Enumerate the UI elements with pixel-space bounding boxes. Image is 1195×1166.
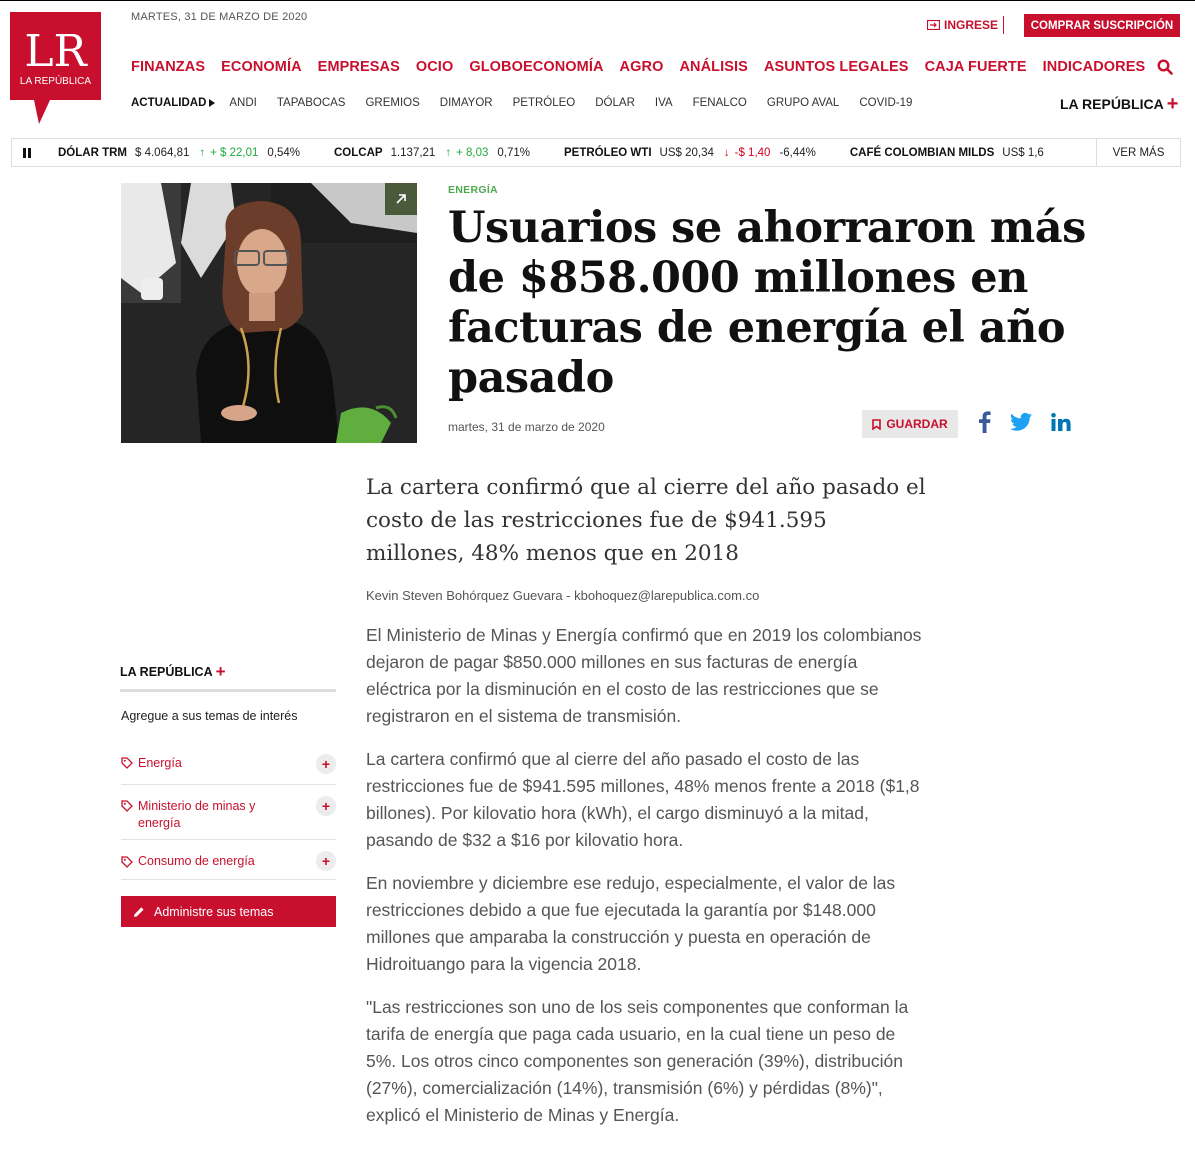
nav-item-asuntos-legales[interactable]: ASUNTOS LEGALES <box>763 59 909 75</box>
nav-item-finanzas[interactable]: FINANZAS <box>131 59 206 75</box>
manage-topics-button[interactable] <box>121 896 336 927</box>
ticker-name: COLCAP <box>334 146 383 159</box>
ticker-change: + $ 22,01 <box>210 146 259 159</box>
sub-nav-item[interactable]: FENALCO <box>692 97 747 109</box>
pause-icon-bar <box>28 148 31 158</box>
subscribe-button[interactable]: COMPRAR SUSCRIPCIÓN <box>1024 14 1180 37</box>
sub-nav-item[interactable]: PETRÓLEO <box>512 97 576 109</box>
ticker-name: CAFÉ COLOMBIAN MILDS <box>849 146 995 159</box>
add-topic-button[interactable]: + <box>316 754 336 774</box>
login-label: INGRESE <box>944 18 999 32</box>
article-paragraph: En noviembre y diciembre ese redujo, especialmente, el valor de las restricciones debido a que fue ejecutada la garantía por $148.000 millones que amparaba la construcción y puesta en operación de Hidroituango para la vigencia 2018. <box>366 873 896 974</box>
arrow-up-icon: ↑ <box>199 146 206 159</box>
article-byline: Kevin Steven Bohórquez Guevara - kbohoquez@larepublica.com.co <box>366 588 760 603</box>
topic-label: Consumo de energía <box>138 854 255 868</box>
nav-item-agro[interactable]: AGRO <box>619 59 664 75</box>
plus-icon: + <box>215 662 226 681</box>
linkedin-icon[interactable] <box>1051 413 1071 431</box>
ticker-value: US$ 20,34 <box>659 146 714 159</box>
ticker-value: US$ 1,6 <box>1002 146 1044 159</box>
nav-item-ocio[interactable]: OCIO <box>415 59 454 75</box>
ticker-percent: -6,44% <box>779 146 816 159</box>
main-nav <box>131 59 1161 75</box>
nav-item-empresas[interactable]: EMPRESAS <box>317 59 400 75</box>
article-paragraph: La cartera confirmó que al cierre del año pasado el costo de las restricciones fue de $941.595 millones, 48% menos frente a 2018 ($1,8 billones). Por kilovatio hora (kWh), el cargo disminuyó a la mitad, pasando de $32 a $16 por kilovatio hora. <box>366 749 920 850</box>
topic-label: Ministerio de minas y energía <box>138 799 256 830</box>
sidebar-subtitle: Agregue a sus temas de interés <box>121 709 298 723</box>
logo-subtitle: LA REPÚBLICA <box>19 76 92 87</box>
la-republica-logo[interactable] <box>10 12 101 124</box>
twitter-icon[interactable] <box>1010 411 1032 433</box>
nav-item-economia[interactable]: ECONOMÍA <box>221 59 302 75</box>
ticker-item[interactable] <box>564 147 816 159</box>
topic-label: Energía <box>138 756 182 770</box>
sub-nav-item[interactable]: DÓLAR <box>595 97 635 109</box>
save-label: GUARDAR <box>886 417 948 431</box>
save-button[interactable] <box>862 410 958 438</box>
tag-icon <box>121 800 133 812</box>
facebook-icon[interactable] <box>977 411 991 433</box>
tag-icon <box>121 856 133 868</box>
nav-item-analisis[interactable]: ANÁLISIS <box>679 59 748 75</box>
ticker-value: 1.137,21 <box>390 146 436 159</box>
article-lead: La cartera confirmó que al cierre del año pasado el costo de las restricciones fue de $941.595 millones, 48% menos que en 2018 <box>366 475 926 566</box>
topic-item-energia[interactable] <box>121 745 336 785</box>
logo-letters: LR <box>24 26 87 77</box>
ticker-change: + 8,03 <box>456 146 489 159</box>
sub-nav-item[interactable]: GRUPO AVAL <box>766 97 840 109</box>
expand-image-button[interactable] <box>385 183 417 215</box>
ticker-name: DÓLAR TRM <box>58 146 127 159</box>
market-ticker <box>11 138 1181 167</box>
arrow-down-icon: ↓ <box>723 146 730 159</box>
arrow-up-icon: ↑ <box>445 146 452 159</box>
pause-button[interactable] <box>12 139 42 166</box>
header-date: MARTES, 31 DE MARZO DE 2020 <box>131 11 308 23</box>
ticker-percent: 0,71% <box>497 146 530 159</box>
topic-item-consumo[interactable] <box>121 840 336 880</box>
sub-nav-item[interactable]: DIMAYOR <box>439 97 493 109</box>
article-headline: Usuarios se ahorraron más de $858.000 millones en facturas de energía el año pasado <box>448 203 1086 403</box>
tag-icon <box>121 757 133 769</box>
article-paragraph: El Ministerio de Minas y Energía confirmó que en 2019 los colombianos dejaron de pagar $850.000 millones en sus facturas de energía eléctrica por la disminución en el costo de las restricciones que se registraron en el sistema de transmisión. <box>366 625 922 726</box>
topic-item-ministerio[interactable] <box>121 785 336 840</box>
sidebar-divider <box>120 689 336 692</box>
sub-nav-item[interactable]: GREMIOS <box>365 97 420 109</box>
la-republica-plus-link[interactable] <box>1060 93 1179 115</box>
ticker-item[interactable] <box>58 147 300 159</box>
plus-icon: + <box>1166 93 1179 115</box>
ticker-more-button[interactable]: VER MÁS <box>1096 139 1180 166</box>
search-icon[interactable] <box>1157 59 1173 75</box>
sub-nav-item[interactable]: TAPABOCAS <box>276 97 346 109</box>
ticker-change: -$ 1,40 <box>734 146 771 159</box>
section-tag[interactable]: ENERGÍA <box>448 184 498 196</box>
add-topic-button[interactable]: + <box>316 851 336 871</box>
nav-item-globoeconomia[interactable]: GLOBOECONOMÍA <box>469 59 604 75</box>
sub-nav-item[interactable]: ANDI <box>229 97 257 109</box>
ticker-percent: 0,54% <box>267 146 300 159</box>
article-date: martes, 31 de marzo de 2020 <box>448 420 605 434</box>
nav-item-indicadores[interactable]: INDICADORES <box>1042 59 1146 75</box>
ticker-name: PETRÓLEO WTI <box>563 146 652 159</box>
ticker-value: $ 4.064,81 <box>135 146 190 159</box>
ticker-item[interactable] <box>334 147 530 159</box>
pencil-icon <box>133 906 145 918</box>
bookmark-icon <box>872 419 881 430</box>
article-paragraph: "Las restricciones son uno de los seis componentes que conforman la tarifa de energía que paga cada usuario, en la cual tiene un peso de 5%. Los otros cinco componentes son generación (39%), distribución (27%), comercialización (14%), transmisión (6%) y pérdidas (8%)", explicó el Ministerio de Minas y Energía. <box>366 997 909 1125</box>
ticker-item[interactable] <box>850 147 1054 159</box>
add-topic-button[interactable]: + <box>316 796 336 816</box>
sub-nav-actualidad-label: ACTUALIDAD <box>131 97 207 109</box>
login-link[interactable] <box>927 18 998 32</box>
manage-topics-label: Administre sus temas <box>154 904 274 919</box>
article-hero-image[interactable] <box>121 183 417 443</box>
sidebar-title <box>120 662 226 681</box>
lr-plus-label: LA REPÚBLICA <box>1060 96 1164 112</box>
nav-item-caja-fuerte[interactable]: CAJA FUERTE <box>924 59 1027 75</box>
login-icon <box>927 20 940 30</box>
sub-nav <box>131 97 932 109</box>
caret-right-icon <box>209 99 215 107</box>
ticker-track <box>58 139 1088 166</box>
sidebar-title-label: LA REPÚBLICA <box>120 665 213 679</box>
sub-nav-item[interactable]: COVID-19 <box>859 97 913 109</box>
expand-arrow-icon <box>394 192 408 206</box>
header-divider <box>1003 16 1004 34</box>
pause-icon <box>23 148 26 158</box>
sub-nav-item[interactable]: IVA <box>654 97 673 109</box>
sub-nav-actualidad[interactable] <box>131 97 215 109</box>
top-border <box>0 0 1195 1</box>
